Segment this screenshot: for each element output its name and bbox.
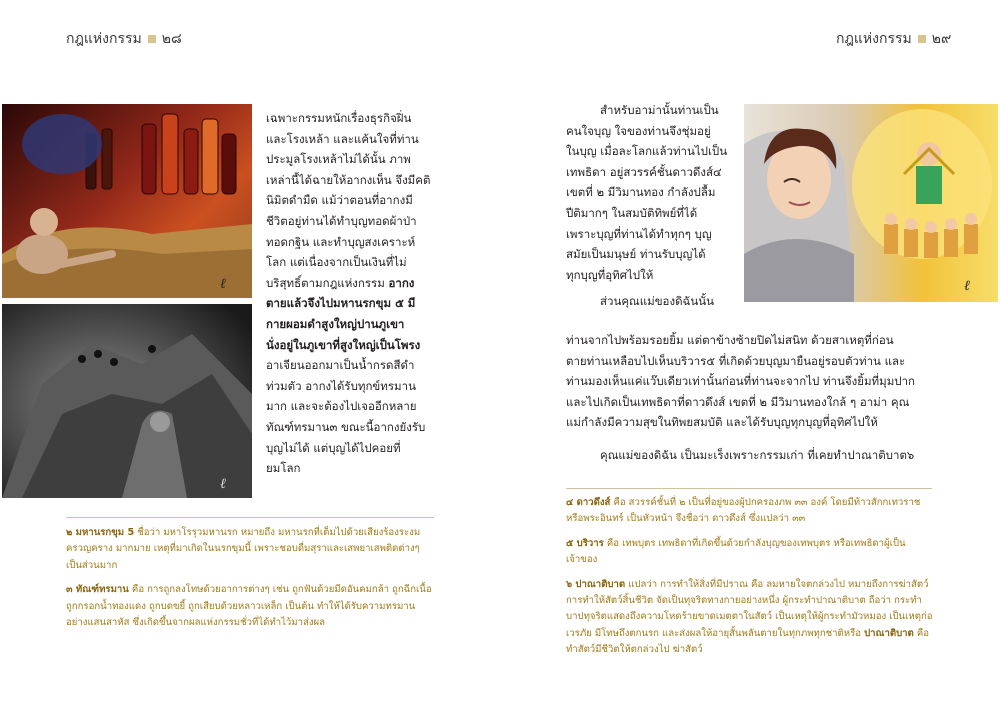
- body-line: แม่กำลังมีความสุขในทิพยสมบัติ และได้รับบุญทุกบุญที่อุทิศไปให้: [566, 415, 878, 430]
- footnote-term: ๖ ปาณาติบาต: [566, 578, 626, 590]
- footnote-text: คือ การถูกลงโทษด้วยอาการต่างๆ เช่น ถูกฟันด้วยมีดอันคมกล้า ถูกฉีกเนื้อ ถูกกรอกน้ำทองแดง ถูกบดขยี้ ถูกเสียบด้วยหลาวเหล็ก เป็นต้น ทำให้ได้รับความทรมานอย่างแสนสาหัส ซึ่งเกิดขึ้นจากผลแห่งกรรมชั่วที่ได้ทำไว้มาส่งผล: [66, 584, 432, 629]
- body-line: เทพธิดา อยู่สวรรค์ชั้นดาวดึงส์๔: [566, 164, 722, 179]
- body-line: เหล่านี้ได้ฉายให้อากงเห็น จึงมีคติ: [266, 172, 431, 187]
- body-bold-text: กายผอมดำสูงใหญ่ปานภูเขา: [266, 316, 405, 331]
- footnote: [66, 525, 436, 574]
- header-square-icon: [918, 35, 926, 43]
- bedridden-man-alcohol-illustration: [2, 104, 252, 298]
- illustration-2-art: [2, 304, 252, 498]
- body-line: ทุกบุญที่อุทิศไปให้: [566, 267, 654, 282]
- footnote-term: ปาณาติบาต: [864, 627, 914, 639]
- footnote: [566, 495, 934, 528]
- body-line: [266, 273, 441, 294]
- body-line: ทอดกฐิน และทำบุญสงเคราะห์: [266, 234, 416, 249]
- illustration-1-art: [2, 104, 252, 298]
- body-line: และไปเกิดเป็นเทพธิดาที่ดาวดึงส์ เขตที่ ๒ มีวิมานทองใกล้ ๆ อาม่า คุณ: [566, 394, 910, 409]
- deva-woman-golden-palace-illustration: [744, 104, 998, 302]
- body-bold-line: [266, 293, 441, 314]
- body-line: มาก และจะต้องไปเจออีกหลาย: [266, 399, 417, 414]
- footnote-text: คือ เทพบุตร เทพธิดาที่เกิดขึ้นด้วยกำลังบุญของเทพบุตร หรือเทพธิดาผู้เป็นเจ้าของ: [566, 537, 906, 566]
- left-body-text: [266, 108, 441, 479]
- body-line: ในบุญ เมื่อละโลกแล้วท่านไปเป็น: [566, 144, 728, 159]
- illustration-signature: ℓ: [220, 276, 226, 292]
- footnote-text: ชื่อว่า มหาโรรุวมหานรก หมายถึง มหานรกที่เต็มไปด้วยเสียงร้องระงมครวญคราง มากมาย เหตุที่มาเกิดในนรกขุมนี้ เพราะชอบดื่มสุราและเสพยาเสพติดต่างๆ เป็นส่วนมาก: [66, 527, 421, 571]
- illustration-3-art: [744, 104, 998, 302]
- right-wide-text: [566, 330, 946, 466]
- left-header-title: กฎแห่งกรรม: [66, 31, 142, 47]
- body-line: ประมูลโรงเหล้าไม่ได้นั้น ภาพ: [266, 152, 411, 167]
- body-line: บุญไม่ได้ แต่บุญได้ไปคอยที่: [266, 440, 401, 455]
- body-line: คุณแม่ของดิฉัน เป็นมะเร็งเพราะกรรมเก่า ที่เคยทำปาณาติบาต๖: [600, 447, 915, 462]
- footnote-term: ๔ ดาวดึงส์: [566, 497, 611, 508]
- footnote-term: ๓ ทัณฑ์ทรมาน: [66, 584, 129, 596]
- footnote-term: ๕ บริวาร: [566, 537, 604, 549]
- footnote: [566, 577, 934, 659]
- header-square-icon: [148, 35, 156, 43]
- body-line: ท่านมองเห็นแค่แว๊บเดียวเท่านั้นก่อนที่ท่านจะจากไป ท่านจึงยิ้มที่มุมปาก: [566, 374, 915, 389]
- body-line-text: บริสุทธิ์ตามกฎแห่งกรรม: [266, 275, 385, 290]
- right-header-title: กฎแห่งกรรม: [836, 31, 912, 47]
- body-line: สมัยเป็นมนุษย์ ท่านรับบุญได้: [566, 247, 706, 262]
- body-line: ปีติมากๆ ในสมบัติทิพย์ที่ได้: [566, 205, 698, 220]
- body-line: ชีวิตอยู่ท่านได้ทำบุญทอดผ้าป่า: [266, 213, 417, 228]
- left-page-header: [66, 28, 182, 50]
- left-footnote-divider: [66, 517, 434, 518]
- footnote: [566, 536, 934, 569]
- body-line: เพราะบุญที่ท่านได้ทำทุกๆ บุญ: [566, 226, 712, 241]
- body-line: เขตที่ ๒ มีวิมานทอง กำลังปลื้ม: [566, 185, 716, 200]
- right-column-text: [566, 100, 744, 312]
- body-line: สำหรับอาม่านั้นท่านเป็น: [600, 103, 719, 117]
- body-line: เฉพาะกรรมหนักเรื่องธุรกิจฝิ่น: [266, 111, 412, 125]
- footnote-text: แปลว่า การทำให้สิ่งที่มีปราณ คือ ลมหายใจตกล่วงไป หมายถึงการฆ่าสัตว์ การทำให้สัตว์สิ้นชีวิต จัดเป็นทุจริตทางกายอย่างหนึ่ง ผู้กระทำปาณาติบาต ถือว่า กระทำบาปทุจริตแสดงถึงความโหดร้ายขาดเมตตาในสัตว์ เป็นเหตุให้ผู้กระทำมัวหมอง เป็นเหตุก่อเวรภัย มีโทษถึงตกนรก และส่งผลให้อายุสั้นพลันตายในทุกภพทุกชาติหรือ: [566, 578, 933, 639]
- footnote-term: ๒ มหานรกขุม 5: [66, 527, 135, 538]
- body-bold-text: นั่งอยู่ในภูเขาที่สูงใหญ่เป็นโพรง: [266, 337, 421, 352]
- left-footnotes: [66, 525, 436, 639]
- body-line: ตายท่านเหลือบไปเห็นบริวาร๕ ที่เกิดด้วยบุญมายืนอยู่รอบตัวท่าน และ: [566, 353, 906, 368]
- body-line: ทัณฑ์ทรมาน๓ ขณะนี้อากงยังรับ: [266, 419, 426, 434]
- left-page-number: ๒๘: [161, 31, 182, 47]
- body-line: โลก แต่เนื่องจากเป็นเงินที่ไม่: [266, 255, 407, 270]
- footnote: [66, 582, 436, 631]
- illustration-signature: ℓ: [220, 476, 226, 492]
- right-footnotes: [566, 495, 934, 667]
- body-line: อาเจียนออกมาเป็นน้ำกรดสีดำ: [266, 358, 415, 373]
- body-line: ส่วนคุณแม่ของดิฉันนั้น: [600, 294, 714, 309]
- body-line: ท่านจากไปพร้อมรอยยิ้ม แต่ตาข้างซ้ายปิดไม่สนิท ด้วยสาเหตุที่ก่อน: [566, 333, 894, 347]
- body-line: ท่วมตัว อากงได้รับทุกข์ทรมาน: [266, 378, 416, 393]
- right-page-header: [836, 28, 951, 50]
- body-bold-text: ตายแล้วจึงไปมหานรกขุม ๕ มี: [266, 296, 416, 311]
- right-footnote-divider: [566, 488, 932, 489]
- body-line: นิมิตดำมืด แม้ว่าตอนที่อากงมี: [266, 193, 413, 208]
- body-line: และโรงเหล้า และแค้นใจที่ท่าน: [266, 131, 419, 146]
- body-bold-line: [266, 335, 441, 356]
- hell-mountain-illustration: [2, 304, 252, 498]
- footnote-text: คือ ทำสัตว์มีชีวิตให้ตกล่วงไป ฆ่าสัตว์: [566, 627, 930, 656]
- right-page-number: ๒๙: [931, 31, 952, 47]
- footnote-text: คือ สวรรค์ชั้นที่ ๒ เป็นที่อยู่ของผู้ปกครองภพ ๓๓ องค์ โดยมีท้าวสักกเทวราช หรือพระอินทร์ เป็นหัวหน้า จึงชื่อว่า ดาวดึงส์ ซึ่งแปลว่า ๓๓: [566, 497, 921, 525]
- body-bold-line: [266, 314, 441, 335]
- illustration-signature: ℓ: [964, 278, 970, 294]
- body-line: ยมโลก: [266, 461, 301, 476]
- body-bold-text: อากง: [388, 275, 415, 290]
- body-line: คนใจบุญ ใจของท่านจึงชุ่มอยู่: [566, 123, 711, 138]
